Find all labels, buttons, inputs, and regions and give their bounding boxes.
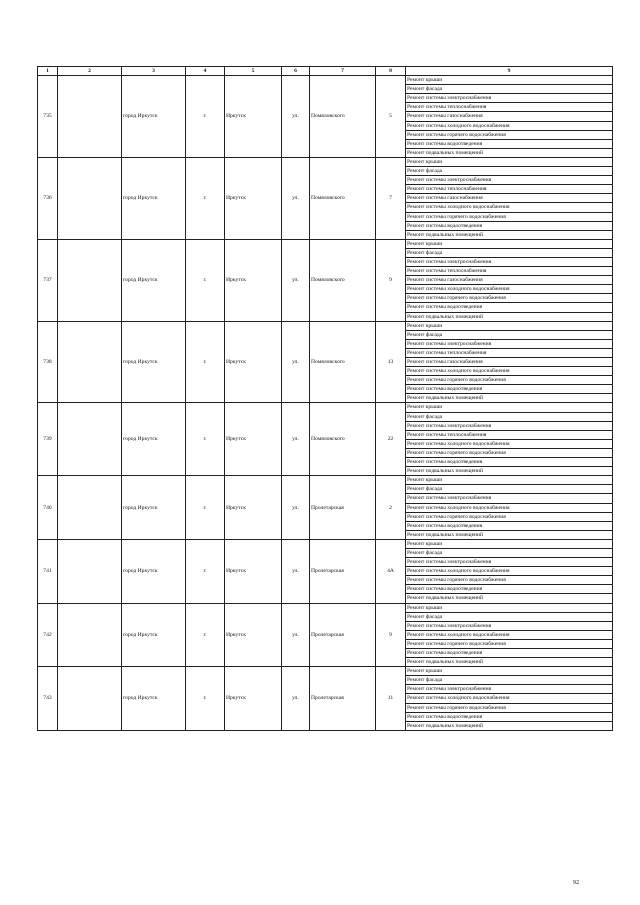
house-number-cell: 4А (376, 539, 406, 603)
empty-cell (58, 403, 122, 476)
work-type-cell: Ремонт системы теплоснабжения (406, 103, 613, 112)
work-type-cell: Ремонт системы электроснабжения (406, 494, 613, 503)
table-body (38, 76, 613, 731)
row-number-cell: 739 (38, 403, 58, 476)
work-type-cell: Ремонт системы теплоснабжения (406, 185, 613, 194)
work-type-cell: Ремонт системы водоотведения (406, 585, 613, 594)
work-type-cell: Ремонт фасада (406, 612, 613, 621)
work-type-cell: Ремонт системы электроснабжения (406, 421, 613, 430)
work-type-cell: Ремонт системы электроснабжения (406, 257, 613, 266)
header-col-2: 2 (58, 67, 122, 76)
header-col-6: 6 (282, 67, 310, 76)
street-type-cell: ул. (282, 76, 310, 158)
street-cell: Помяловского (310, 157, 376, 239)
table-row (38, 667, 613, 676)
house-number-cell: 11 (376, 667, 406, 731)
street-type-cell: ул. (282, 403, 310, 476)
work-type-cell: Ремонт системы горячего водоснабжения (406, 294, 613, 303)
work-type-cell: Ремонт системы газоснабжения (406, 358, 613, 367)
row-number-cell: 743 (38, 667, 58, 731)
street-cell: Пролетарская (310, 667, 376, 731)
work-type-cell: Ремонт системы горячего водоснабжения (406, 512, 613, 521)
locality-type-cell: г. (186, 403, 225, 476)
work-type-cell: Ремонт системы газоснабжения (406, 276, 613, 285)
street-cell: Помяловского (310, 76, 376, 158)
table-row (38, 321, 613, 330)
work-type-cell: Ремонт системы горячего водоснабжения (406, 130, 613, 139)
empty-cell (58, 539, 122, 603)
table-row (38, 603, 613, 612)
locality-cell: Иркутск (225, 603, 282, 667)
street-type-cell: ул. (282, 539, 310, 603)
work-type-cell: Ремонт крыши (406, 603, 613, 612)
work-type-cell: Ремонт системы холодного водоснабжения (406, 121, 613, 130)
work-type-cell: Ремонт подвальных помещений (406, 230, 613, 239)
work-type-cell: Ремонт фасада (406, 248, 613, 257)
house-number-cell: 13 (376, 321, 406, 403)
work-type-cell: Ремонт системы горячего водоснабжения (406, 376, 613, 385)
work-type-cell: Ремонт крыши (406, 321, 613, 330)
empty-cell (58, 476, 122, 540)
header-col-9: 9 (406, 67, 613, 76)
work-type-cell: Ремонт крыши (406, 76, 613, 85)
work-type-cell: Ремонт системы холодного водоснабжения (406, 367, 613, 376)
locality-type-cell: г. (186, 667, 225, 731)
locality-cell: Иркутск (225, 157, 282, 239)
work-type-cell: Ремонт системы горячего водоснабжения (406, 576, 613, 585)
house-number-cell: 9 (376, 603, 406, 667)
locality-cell: Иркутск (225, 403, 282, 476)
locality-type-cell: г. (186, 539, 225, 603)
table-row (38, 403, 613, 412)
city-district-cell: город Иркутск (122, 403, 186, 476)
work-type-cell: Ремонт фасада (406, 676, 613, 685)
street-type-cell: ул. (282, 667, 310, 731)
locality-cell: Иркутск (225, 76, 282, 158)
row-number-cell: 738 (38, 321, 58, 403)
work-type-cell: Ремонт системы горячего водоснабжения (406, 212, 613, 221)
city-district-cell: город Иркутск (122, 321, 186, 403)
work-type-cell: Ремонт системы газоснабжения (406, 112, 613, 121)
street-cell: Помяловского (310, 321, 376, 403)
header-col-5: 5 (225, 67, 282, 76)
repair-schedule-table (37, 66, 613, 731)
house-number-cell: 9 (376, 239, 406, 321)
work-type-cell: Ремонт подвальных помещений (406, 658, 613, 667)
row-number-cell: 742 (38, 603, 58, 667)
page-number: 92 (573, 880, 579, 886)
house-number-cell: 2 (376, 476, 406, 540)
header-col-4: 4 (186, 67, 225, 76)
work-type-cell: Ремонт системы водоотведения (406, 521, 613, 530)
locality-type-cell: г. (186, 476, 225, 540)
work-type-cell: Ремонт крыши (406, 667, 613, 676)
work-type-cell: Ремонт системы теплоснабжения (406, 267, 613, 276)
house-number-cell: 22 (376, 403, 406, 476)
house-number-cell: 7 (376, 157, 406, 239)
street-type-cell: ул. (282, 476, 310, 540)
work-type-cell: Ремонт системы холодного водоснабжения (406, 439, 613, 448)
header-col-3: 3 (122, 67, 186, 76)
work-type-cell: Ремонт системы теплоснабжения (406, 430, 613, 439)
street-cell: Пролетарская (310, 476, 376, 540)
street-type-cell: ул. (282, 239, 310, 321)
header-col-7: 7 (310, 67, 376, 76)
street-cell: Помяловского (310, 239, 376, 321)
work-type-cell: Ремонт фасада (406, 548, 613, 557)
work-type-cell: Ремонт крыши (406, 403, 613, 412)
work-type-cell: Ремонт фасада (406, 412, 613, 421)
work-type-cell: Ремонт системы водоотведения (406, 221, 613, 230)
work-type-cell: Ремонт системы теплоснабжения (406, 348, 613, 357)
work-type-cell: Ремонт системы электроснабжения (406, 176, 613, 185)
locality-type-cell: г. (186, 76, 225, 158)
work-type-cell: Ремонт крыши (406, 476, 613, 485)
street-type-cell: ул. (282, 157, 310, 239)
work-type-cell: Ремонт системы газоснабжения (406, 194, 613, 203)
work-type-cell: Ремонт системы горячего водоснабжения (406, 639, 613, 648)
locality-cell: Иркутск (225, 321, 282, 403)
locality-cell: Иркутск (225, 539, 282, 603)
work-type-cell: Ремонт системы водоотведения (406, 458, 613, 467)
locality-cell: Иркутск (225, 476, 282, 540)
city-district-cell: город Иркутск (122, 476, 186, 540)
city-district-cell: город Иркутск (122, 239, 186, 321)
work-type-cell: Ремонт системы холодного водоснабжения (406, 285, 613, 294)
table-row (38, 476, 613, 485)
empty-cell (58, 321, 122, 403)
work-type-cell: Ремонт подвальных помещений (406, 530, 613, 539)
work-type-cell: Ремонт системы горячего водоснабжения (406, 448, 613, 457)
work-type-cell: Ремонт подвальных помещений (406, 721, 613, 730)
row-number-cell: 741 (38, 539, 58, 603)
city-district-cell: город Иркутск (122, 157, 186, 239)
row-number-cell: 737 (38, 239, 58, 321)
work-type-cell: Ремонт системы холодного водоснабжения (406, 503, 613, 512)
work-type-cell: Ремонт крыши (406, 157, 613, 166)
street-cell: Пролетарская (310, 603, 376, 667)
street-type-cell: ул. (282, 603, 310, 667)
city-district-cell: город Иркутск (122, 603, 186, 667)
empty-cell (58, 76, 122, 158)
work-type-cell: Ремонт системы холодного водоснабжения (406, 567, 613, 576)
work-type-cell: Ремонт подвальных помещений (406, 467, 613, 476)
work-type-cell: Ремонт фасада (406, 330, 613, 339)
table-row (38, 539, 613, 548)
table-row (38, 157, 613, 166)
locality-cell: Иркутск (225, 667, 282, 731)
work-type-cell: Ремонт подвальных помещений (406, 148, 613, 157)
locality-type-cell: г. (186, 321, 225, 403)
header-col-1: 1 (38, 67, 58, 76)
work-type-cell: Ремонт системы водоотведения (406, 139, 613, 148)
street-type-cell: ул. (282, 321, 310, 403)
street-cell: Пролетарская (310, 539, 376, 603)
table-row (38, 76, 613, 85)
table-row (38, 239, 613, 248)
locality-cell: Иркутск (225, 239, 282, 321)
empty-cell (58, 603, 122, 667)
work-type-cell: Ремонт системы холодного водоснабжения (406, 630, 613, 639)
work-type-cell: Ремонт фасада (406, 485, 613, 494)
work-type-cell: Ремонт фасада (406, 167, 613, 176)
work-type-cell: Ремонт подвальных помещений (406, 312, 613, 321)
header-col-8: 8 (376, 67, 406, 76)
locality-type-cell: г. (186, 603, 225, 667)
row-number-cell: 735 (38, 76, 58, 158)
locality-type-cell: г. (186, 239, 225, 321)
city-district-cell: город Иркутск (122, 667, 186, 731)
work-type-cell: Ремонт системы электроснабжения (406, 339, 613, 348)
work-type-cell: Ремонт крыши (406, 239, 613, 248)
work-type-cell: Ремонт системы электроснабжения (406, 94, 613, 103)
work-type-cell: Ремонт системы электроснабжения (406, 685, 613, 694)
empty-cell (58, 239, 122, 321)
row-number-cell: 740 (38, 476, 58, 540)
work-type-cell: Ремонт системы водоотведения (406, 385, 613, 394)
work-type-cell: Ремонт системы водоотведения (406, 712, 613, 721)
work-type-cell: Ремонт крыши (406, 539, 613, 548)
empty-cell (58, 157, 122, 239)
street-cell: Помяловского (310, 403, 376, 476)
work-type-cell: Ремонт системы холодного водоснабжения (406, 694, 613, 703)
city-district-cell: город Иркутск (122, 76, 186, 158)
header-row (38, 67, 613, 76)
empty-cell (58, 667, 122, 731)
work-type-cell: Ремонт системы водоотведения (406, 649, 613, 658)
house-number-cell: 5 (376, 76, 406, 158)
work-type-cell: Ремонт системы водоотведения (406, 303, 613, 312)
row-number-cell: 736 (38, 157, 58, 239)
work-type-cell: Ремонт системы электроснабжения (406, 621, 613, 630)
work-type-cell: Ремонт системы холодного водоснабжения (406, 203, 613, 212)
work-type-cell: Ремонт подвальных помещений (406, 594, 613, 603)
locality-type-cell: г. (186, 157, 225, 239)
work-type-cell: Ремонт подвальных помещений (406, 394, 613, 403)
work-type-cell: Ремонт системы электроснабжения (406, 558, 613, 567)
work-type-cell: Ремонт фасада (406, 85, 613, 94)
work-type-cell: Ремонт системы горячего водоснабжения (406, 703, 613, 712)
city-district-cell: город Иркутск (122, 539, 186, 603)
